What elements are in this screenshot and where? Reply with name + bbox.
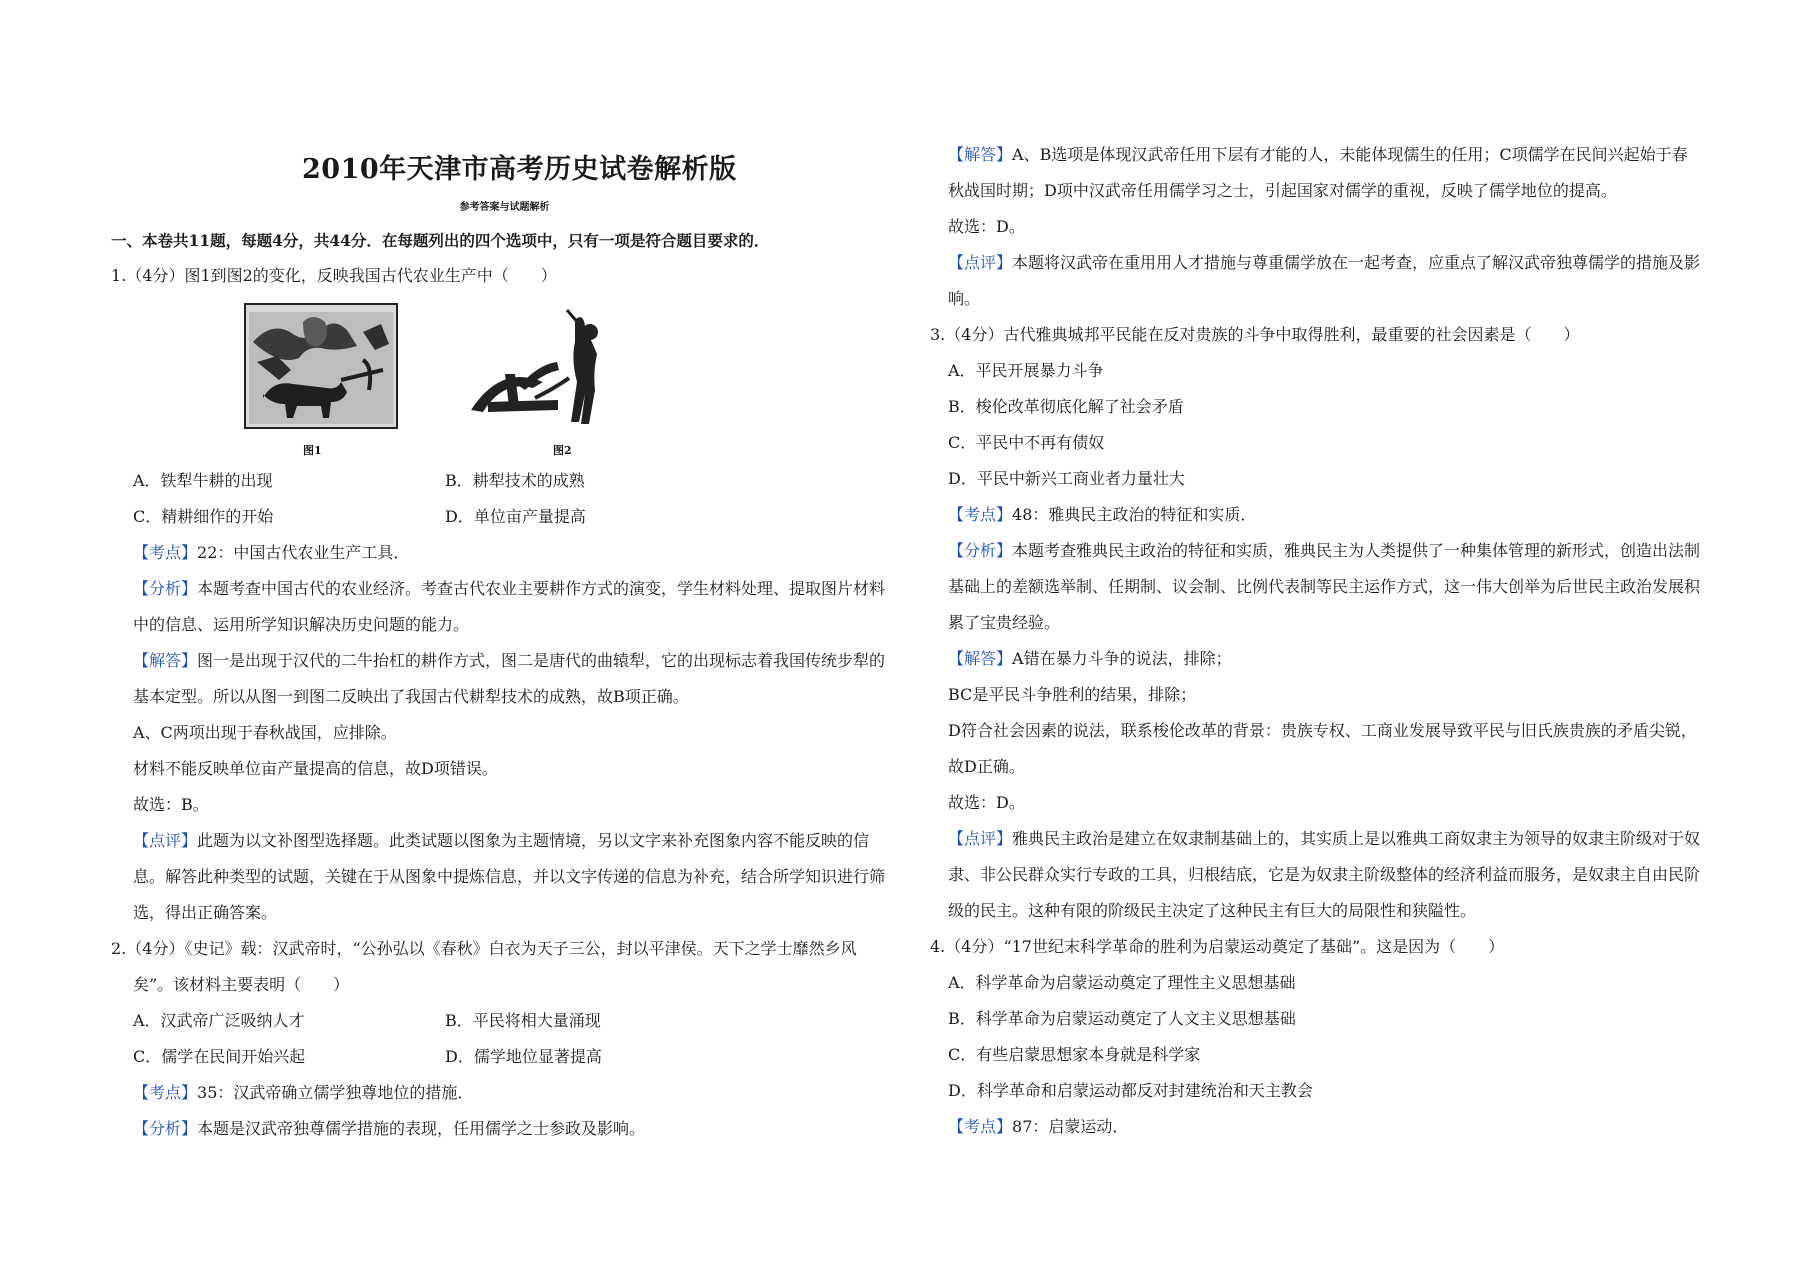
q3-answer: 故选：D。	[948, 793, 1025, 812]
q3-fenxi	[948, 541, 1700, 561]
fenxi-tag: 【分析】	[948, 541, 1013, 560]
q3-fenxi-line3: 累了宝贵经验。	[948, 613, 1061, 632]
page-title: 2010年天津市高考历史试卷解析版	[302, 154, 737, 185]
q1-jieda-line4: 材料不能反映单位亩产量提高的信息，故D项错误。	[133, 759, 498, 778]
q3-dianping	[948, 829, 1700, 849]
q3-jieda-line1: A错在暴力斗争的说法，排除；	[1012, 649, 1232, 668]
q1-jieda	[133, 651, 885, 671]
dianping-tag: 【点评】	[948, 829, 1013, 848]
q2-jieda	[948, 145, 1688, 165]
q3-jieda-line4: 故D正确。	[948, 757, 1025, 776]
q3-kaodian	[948, 505, 1256, 525]
q1-stem: 1.（4分）图1到图2的变化，反映我国古代农业生产中（ ）	[111, 266, 557, 285]
q2-answer: 故选：D。	[948, 217, 1025, 236]
q1-option-a: A．铁犁牛耕的出现	[133, 471, 273, 490]
q2-fenxi-text: 本题是汉武帝独尊儒学措施的表现，任用儒学之士参政及影响。	[197, 1119, 646, 1138]
q2-dianping	[948, 253, 1700, 273]
q1-jieda-line3: A、C两项出现于春秋战国，应排除。	[133, 723, 397, 742]
q4-kaodian-text: 87：启蒙运动．	[1012, 1117, 1129, 1136]
kaodian-tag: 【考点】	[133, 543, 198, 562]
q2-stem-line2: 矣”。该材料主要表明（ ）	[133, 975, 350, 994]
q1-dianping-line1: 此题为以文补图型选择题。此类试题以图象为主题情境，另以文字来补充图象内容不能反映的信	[197, 831, 870, 850]
q4-option-d: D．科学革命和启蒙运动都反对封建统治和天主教会	[948, 1081, 1313, 1100]
q2-stem-line1: 2.（4分）《史记》载：汉武帝时，“公孙弘以《春秋》白衣为天子三公，封以平津侯。天下之学士靡然乡风	[111, 939, 857, 958]
q1-jieda-line2: 基本定型。所以从图一到图二反映出了我国古代耕犁技术的成熟，故B项正确。	[133, 687, 689, 706]
q2-option-a: A．汉武帝广泛吸纳人才	[133, 1011, 305, 1030]
q3-jieda-line2: BC是平民斗争胜利的结果，排除；	[948, 685, 1197, 704]
q3-jieda-line3: D符合社会因素的说法，联系梭伦改革的背景：贵族专权、工商业发展导致平民与旧氏族贵族的矛盾尖锐，	[948, 721, 1697, 740]
q1-option-d: D．单位亩产量提高	[445, 507, 586, 526]
q3-stem: 3.（4分）古代雅典城邦平民能在反对贵族的斗争中取得胜利，最重要的社会因素是（ ）	[930, 325, 1580, 344]
fig2-caption: 图2	[553, 444, 572, 457]
q1-fenxi-line1: 本题考查中国古代的农业经济。考查古代农业主要耕作方式的演变，学生材料处理、提取图片材料	[197, 579, 886, 598]
q3-option-a: A．平民开展暴力斗争	[948, 361, 1104, 380]
q3-option-d: D．平民中新兴工商业者力量壮大	[948, 469, 1185, 488]
q4-option-b: B．科学革命为启蒙运动奠定了人文主义思想基础	[948, 1009, 1296, 1028]
q1-jieda-line1: 图一是出现于汉代的二牛抬杠的耕作方式，图二是唐代的曲辕犁，它的出现标志着我国传统步犁的	[197, 651, 886, 670]
q2-option-d: D．儒学地位显著提高	[445, 1047, 602, 1066]
q1-fenxi	[133, 579, 885, 599]
section-heading: 一、本卷共11题，每题4分，共44分．在每题列出的四个选项中，只有一项是符合题目要求的．	[111, 231, 770, 250]
q2-option-c: C．儒学在民间开始兴起	[133, 1047, 306, 1066]
q3-dianping-line2: 隶、非公民群众实行专政的工具，归根结底，它是为奴隶主阶级整体的经济利益而服务，是奴隶主自由民阶	[948, 865, 1701, 884]
q3-fenxi-line2: 基础上的差额选举制、任期制、议会制、比例代表制等民主运作方式，这一伟大创举为后世民主政治发展积	[948, 577, 1701, 596]
fenxi-tag: 【分析】	[133, 1119, 198, 1138]
jieda-tag: 【解答】	[948, 145, 1013, 164]
q1-dianping	[133, 831, 869, 851]
page-subtitle: 参考答案与试题解析	[459, 202, 550, 213]
q1-option-b: B．耕犁技术的成熟	[445, 471, 585, 490]
q1-kaodian-text: 22：中国古代农业生产工具．	[197, 543, 410, 562]
dianping-tag: 【点评】	[133, 831, 198, 850]
q3-jieda	[948, 649, 1232, 669]
q1-dianping-line3: 选，得出正确答案。	[133, 903, 278, 922]
q3-fenxi-line1: 本题考查雅典民主政治的特征和实质，雅典民主为人类提供了一种集体管理的新形式，创造出法制	[1012, 541, 1701, 560]
jieda-tag: 【解答】	[948, 649, 1013, 668]
q4-option-a: A．科学革命为启蒙运动奠定了理性主义思想基础	[948, 973, 1296, 992]
jieda-tag: 【解答】	[133, 651, 198, 670]
q1-option-c: C．精耕细作的开始	[133, 507, 274, 526]
q4-option-c: C．有些启蒙思想家本身就是科学家	[948, 1045, 1201, 1064]
q1-dianping-line2: 息。解答此种类型的试题，关键在于从图象中提炼信息，并以文字传递的信息为补充，结合所学知识进行筛	[133, 867, 886, 886]
q3-dianping-line3: 级的民主。这种有限的阶级民主决定了这种民主有巨大的局限性和狭隘性。	[948, 901, 1477, 920]
kaodian-tag: 【考点】	[133, 1083, 198, 1102]
fig1-ox-plough-image	[245, 304, 397, 428]
q2-option-b: B．平民将相大量涌现	[445, 1011, 601, 1030]
q3-option-b: B．梭伦改革彻底化解了社会矛盾	[948, 397, 1184, 416]
q4-stem: 4.（4分）“17世纪末科学革命的胜利为启蒙运动奠定了基础”。这是因为（ ）	[930, 937, 1505, 956]
q3-dianping-line1: 雅典民主政治是建立在奴隶制基础上的，其实质上是以雅典工商奴隶主为领导的奴隶主阶级对于奴	[1012, 829, 1701, 848]
q3-kaodian-text: 48：雅典民主政治的特征和实质．	[1012, 505, 1257, 524]
q1-answer: 故选：B。	[133, 795, 209, 814]
kaodian-tag: 【考点】	[948, 1117, 1013, 1136]
fig1-caption: 图1	[303, 444, 322, 457]
q2-jieda-line2: 秋战国时期；D项中汉武帝任用儒学习之士，引起国家对儒学的重视，反映了儒学地位的提高。	[948, 181, 1617, 200]
q2-dianping-line2: 响。	[948, 289, 981, 308]
dianping-tag: 【点评】	[948, 253, 1013, 272]
q2-kaodian	[133, 1083, 473, 1103]
q2-dianping-line1: 本题将汉武帝在重用用人才措施与尊重儒学放在一起考查，应重点了解汉武帝独尊儒学的措施及影	[1012, 253, 1701, 272]
fig2-curved-plough-image	[471, 310, 598, 424]
q2-kaodian-text: 35：汉武帝确立儒学独尊地位的措施．	[197, 1083, 474, 1102]
q4-kaodian	[948, 1117, 1128, 1137]
q1-fenxi-line2: 中的信息、运用所学知识解决历史问题的能力。	[133, 615, 470, 634]
kaodian-tag: 【考点】	[948, 505, 1013, 524]
q1-figures-svg	[243, 302, 643, 462]
q3-option-c: C．平民中不再有债奴	[948, 433, 1105, 452]
q2-fenxi	[133, 1119, 645, 1139]
q1-figures	[243, 302, 643, 462]
fenxi-tag: 【分析】	[133, 579, 198, 598]
q2-jieda-line1: A、B选项是体现汉武帝任用下层有才能的人，未能体现儒生的任用；C项儒学在民间兴起始于春	[1012, 145, 1688, 164]
q1-kaodian	[133, 543, 409, 563]
